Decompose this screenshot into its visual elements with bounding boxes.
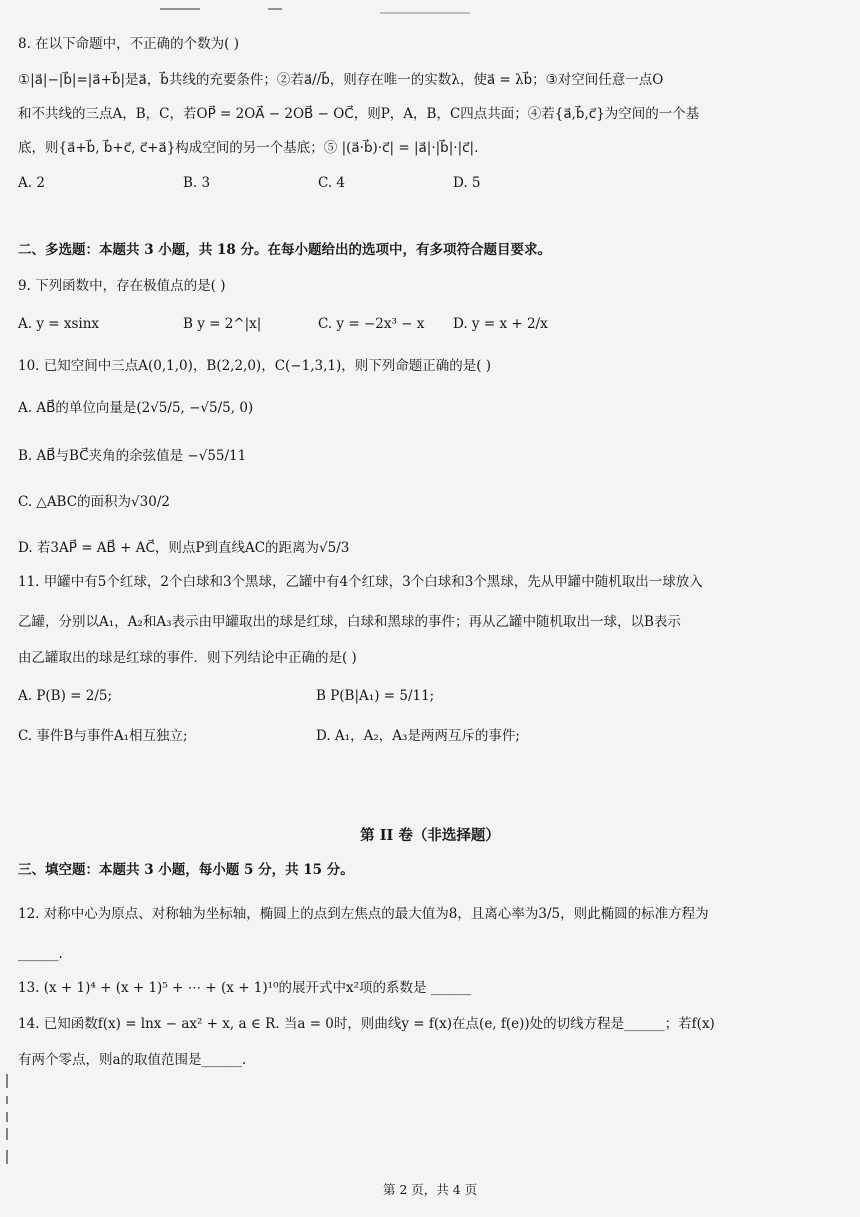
q10-option-a: A. AB⃗的单位向量是(2√5/5, −√5/5, 0) (18, 400, 254, 416)
q10-option-d: D. 若3AP⃗ = AB⃗ + AC⃗，则点P到直线AC的距离为√5/3 (18, 540, 350, 556)
q12-line-2: ______. (18, 946, 63, 962)
q8-option-a: A. 2 (18, 175, 45, 191)
q14-line-1: 14. 已知函数f(x) = lnx − ax² + x, a ∈ R. 当a = 0时，则曲线y = f(x)在点(e, f(e))处的切线方程是______；若f(x) (18, 1016, 715, 1032)
margin-artifact (6, 1096, 8, 1104)
page-footer: 第 2 页，共 4 页 (382, 1182, 478, 1197)
q13-line: 13. (x + 1)⁴ + (x + 1)⁵ + ⋯ + (x + 1)¹⁰的展开式中x²项的系数是 ______ (18, 980, 472, 996)
q9-option-c: C. y = −2x³ − x (318, 316, 425, 332)
section-2-heading: 二、多选题：本题共 3 小题，共 18 分。在每小题给出的选项中，有多项符合题目要求。 (18, 242, 551, 258)
q11-option-a: A. P(B) = 2/5; (18, 688, 113, 704)
margin-artifact (6, 1074, 8, 1088)
q11-option-c: C. 事件B与事件A₁相互独立; (18, 728, 188, 744)
q10-stem: 10. 已知空间中三点A(0,1,0)，B(2,2,0)，C(−1,3,1)，则下列命题正确的是( ) (18, 358, 492, 374)
q9-options (18, 314, 840, 334)
header-remnant (268, 8, 282, 10)
q8-line-2: 和不共线的三点A，B，C，若OP⃗ = 2OA⃗ − 2OB⃗ − OC⃗，则P，A，B，C四点共面；④若{a⃗,b⃗,c⃗}为空间的一个基 (18, 106, 700, 122)
q11-line-3: 由乙罐取出的球是红球的事件．则下列结论中正确的是( ) (18, 650, 357, 666)
q11-option-d: D. A₁，A₂，A₃是两两互斥的事件; (316, 728, 520, 744)
q10-option-b: B. AB⃗与BC⃗夹角的余弦值是 −√55/11 (18, 448, 247, 464)
section-3-heading: 三、填空题：本题共 3 小题，每小题 5 分，共 15 分。 (18, 862, 354, 878)
q11-options-row-1 (18, 686, 840, 706)
header-remnant (160, 8, 200, 10)
q8-line-3: 底，则{a⃗+b⃗, b⃗+c⃗, c⃗+a⃗}构成空间的另一个基底；⑤ |(a⃗·b⃗)·c⃗| = |a⃗|·|b⃗|·|c⃗|. (18, 140, 479, 156)
q11-options-row-2 (18, 726, 840, 746)
part-2-title: 第 II 卷（非选择题） (360, 827, 500, 844)
q8-line-1: ①|a⃗|−|b⃗|=|a⃗+b⃗|是a⃗，b⃗共线的充要条件；②若a⃗//b⃗，则存在唯一的实数λ，使a⃗ = λb⃗；③对空间任意一点O (18, 72, 664, 88)
q14-line-2: 有两个零点，则a的取值范围是______. (18, 1052, 247, 1068)
q9-option-d: D. y = x + 2/x (453, 316, 548, 332)
q8-stem: 8. 在以下命题中，不正确的个数为( ) (18, 36, 239, 52)
q8-option-d: D. 5 (453, 175, 481, 191)
q11-line-1: 11. 甲罐中有5个红球，2个白球和3个黑球，乙罐中有4个红球，3个白球和3个黑球，先从甲罐中随机取出一球放入 (18, 574, 703, 590)
q8-option-c: C. 4 (318, 175, 346, 191)
q12-line-1: 12. 对称中心为原点、对称轴为坐标轴，椭圆上的点到左焦点的最大值为8，且离心率为3/5，则此椭圆的标准方程为 (18, 906, 709, 922)
q9-option-a: A. y = xsinx (18, 316, 100, 332)
q8-option-b: B. 3 (183, 175, 211, 191)
margin-artifact (6, 1128, 8, 1140)
q11-option-b: B P(B|A₁) = 5/11; (316, 688, 435, 704)
q8-options (18, 173, 840, 193)
margin-artifact (6, 1112, 8, 1122)
header-remnant (380, 12, 470, 14)
q9-stem: 9. 下列函数中，存在极值点的是( ) (18, 278, 226, 294)
q10-option-c: C. △ABC的面积为√30/2 (18, 494, 170, 510)
q9-option-b: B y = 2^|x| (183, 316, 262, 332)
margin-artifact (6, 1150, 8, 1164)
q11-line-2: 乙罐，分别以A₁，A₂和A₃表示由甲罐取出的球是红球，白球和黑球的事件；再从乙罐中随机取出一球，以B表示 (18, 614, 681, 630)
